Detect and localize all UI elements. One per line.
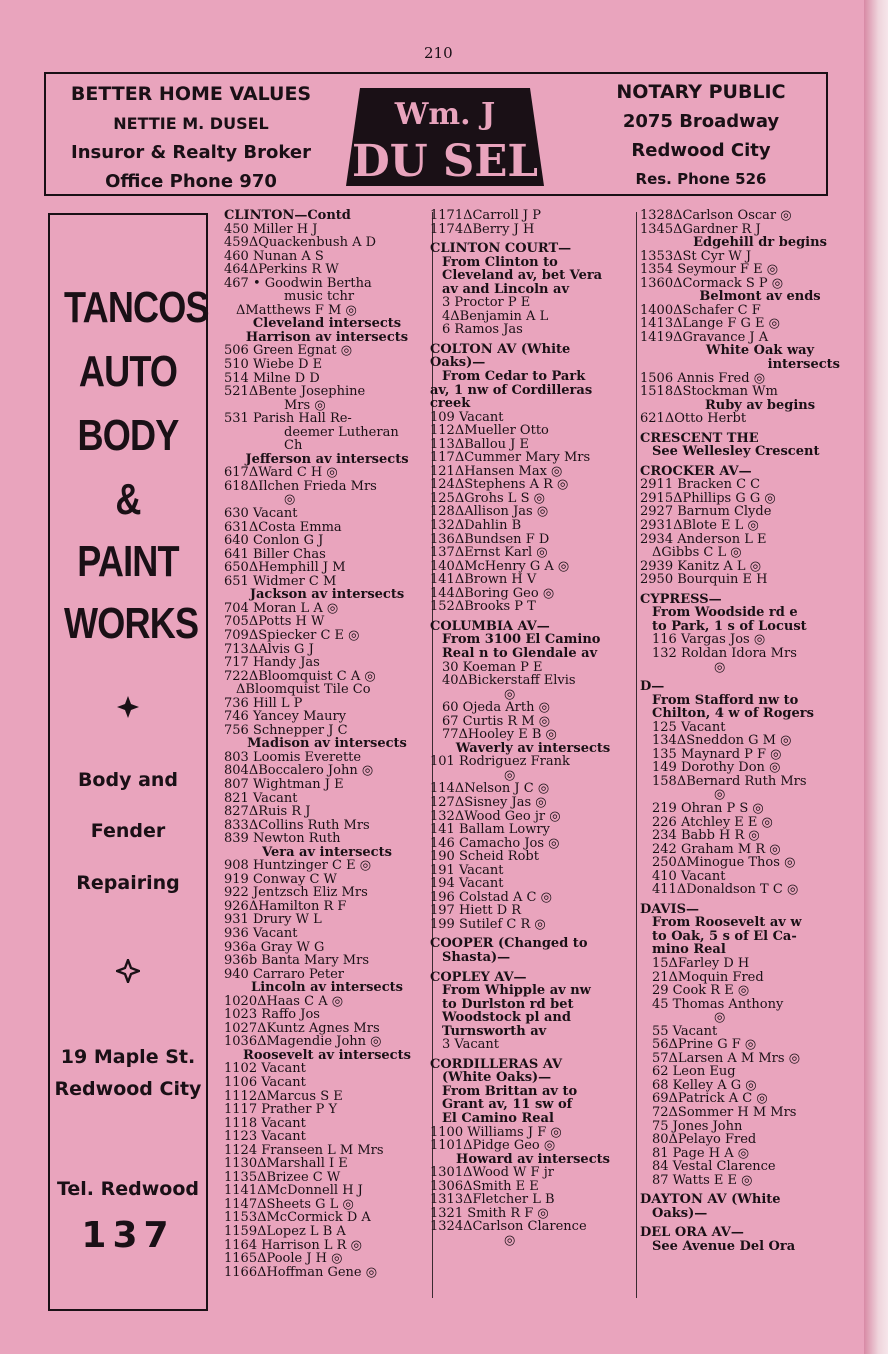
directory-entry: 134ΔSneddon G M ◎ xyxy=(652,733,792,749)
directory-column-2 xyxy=(430,209,636,1247)
street-description: From Clinton to xyxy=(442,254,558,270)
street-description: Grant av, 11 sw of xyxy=(442,1097,573,1113)
street-description: av and Lincoln av xyxy=(442,281,570,297)
intersection-note: Belmont av ends xyxy=(699,289,821,305)
side-service-line: Body and xyxy=(77,769,179,791)
directory-entry: 510 Wiebe D E xyxy=(224,357,323,373)
street-description: From Cedar to Park xyxy=(442,369,586,385)
street-description: From Whipple av nw xyxy=(442,983,591,999)
directory-entry: 1345ΔGardner R J xyxy=(640,221,761,237)
entry-continuation: ◎ xyxy=(504,686,516,702)
directory-entry: 617ΔWard C H ◎ xyxy=(224,465,338,481)
intersection-note: Jackson av intersects xyxy=(249,587,405,603)
directory-entry: 1100 Williams J F ◎ xyxy=(430,1124,562,1140)
directory-entry: 234 Babb H R ◎ xyxy=(652,828,760,844)
diamond-ornament-icon xyxy=(116,959,140,983)
street-description: From 3100 El Camino xyxy=(442,632,601,648)
directory-entry: 226 Atchley E E ◎ xyxy=(652,814,773,830)
ad-right-line: 2075 Broadway xyxy=(622,111,780,132)
directory-entry: 84 Vestal Clarence xyxy=(652,1159,776,1175)
directory-entry: 531 Parish Hall Re- xyxy=(224,411,352,427)
directory-entry: 15ΔFarley D H xyxy=(652,955,750,971)
directory-entry: 704 Moran L A ◎ xyxy=(224,600,339,616)
directory-entry: 922 Jentzsch Eliz Mrs xyxy=(224,885,368,901)
directory-entry: 1123 Vacant xyxy=(224,1129,306,1145)
directory-entry: 450 Miller H J xyxy=(224,221,318,237)
street-description: Chilton, 4 w of Rogers xyxy=(652,706,814,722)
directory-entry: 144ΔBoring Geo ◎ xyxy=(430,585,555,601)
street-heading: DAVIS— xyxy=(640,901,699,917)
directory-entry: 1360ΔCormack S P ◎ xyxy=(640,275,784,291)
street-heading: COOPER (Changed to xyxy=(430,936,588,952)
street-description: From Woodside rd e xyxy=(652,605,798,621)
page-number: 210 xyxy=(424,44,453,62)
directory-entry: 6 Ramos Jas xyxy=(442,322,523,338)
directory-entry: 410 Vacant xyxy=(652,868,726,884)
directory-entry: 1174ΔBerry J H xyxy=(430,221,535,237)
intersection-note: Vera av intersects xyxy=(262,844,392,860)
directory-entry: 4ΔBenjamin A L xyxy=(442,308,549,324)
directory-entry: 631ΔCosta Emma xyxy=(224,519,342,535)
ad-right-block xyxy=(576,78,826,194)
directory-entry: 709ΔSpiecker C E ◎ xyxy=(224,627,360,643)
directory-entry: 2911 Bracken C C xyxy=(640,477,761,493)
street-description: to Park, 1 s of Locust xyxy=(652,618,807,634)
directory-entry: 56ΔPrine G F ◎ xyxy=(652,1037,757,1053)
directory-entry: 109 Vacant xyxy=(430,409,504,425)
ad-left-line: Office Phone 970 xyxy=(105,171,277,192)
side-title-line: AUTO xyxy=(78,347,178,396)
directory-entry: 45 Thomas Anthony xyxy=(652,996,784,1012)
directory-entry: 81 Page H A ◎ xyxy=(652,1145,750,1161)
directory-entry: 705ΔPotts H W xyxy=(224,614,325,630)
directory-entry: 121ΔHansen Max ◎ xyxy=(430,463,563,479)
directory-entry: 112ΔMueller Otto xyxy=(430,423,549,439)
street-description: See Wellesley Crescent xyxy=(652,444,820,460)
street-description: Shasta)— xyxy=(442,949,511,965)
logo-line2: DU SEL xyxy=(352,136,538,187)
directory-entry: 651 Widmer C M xyxy=(224,573,337,589)
directory-entry: 926ΔHamilton R F xyxy=(224,898,347,914)
ad-right-line: Res. Phone 526 xyxy=(635,170,767,188)
directory-entry: 1159ΔLopez L B A xyxy=(224,1224,346,1240)
entry-continuation: ◎ xyxy=(284,492,296,508)
directory-entry: 194 Vacant xyxy=(430,876,504,892)
street-heading: CLINTON—Contd xyxy=(224,208,351,223)
directory-entry: 736 Hill L P xyxy=(224,695,303,711)
directory-entry: 630 Vacant xyxy=(224,506,298,522)
directory-entry: 80ΔPelayo Fred xyxy=(652,1132,757,1148)
directory-entry: 2950 Bourquin E H xyxy=(640,572,768,588)
side-service-line: Fender xyxy=(90,820,166,842)
directory-entry: 242 Graham M R ◎ xyxy=(652,841,781,857)
entry-continuation: ◎ xyxy=(714,659,726,675)
ad-left-line: NETTIE M. DUSEL xyxy=(113,114,269,133)
directory-entry: 132ΔWood Geo jr ◎ xyxy=(430,808,561,824)
directory-entry: 21ΔMoquin Fred xyxy=(652,969,764,985)
directory-entry: 1506 Annis Fred ◎ xyxy=(640,370,766,386)
street-heading: Oaks)— xyxy=(430,355,486,371)
directory-entry: 1306ΔSmith E E xyxy=(430,1178,539,1194)
directory-entry: 158ΔBernard Ruth Mrs xyxy=(652,773,807,789)
directory-entry: 127ΔSisney Jas ◎ xyxy=(430,794,547,810)
street-description: From Roosevelt av w xyxy=(652,915,802,931)
directory-entry: 2931ΔBlote E L ◎ xyxy=(640,518,759,534)
intersection-note: Howard av intersects xyxy=(456,1151,610,1167)
directory-entry: 1328ΔCarlson Oscar ◎ xyxy=(640,208,792,223)
directory-entry: 1130ΔMarshall I E xyxy=(224,1156,348,1172)
directory-entry: 640 Conlon G J xyxy=(224,533,324,549)
directory-entry: 135 Maynard P F ◎ xyxy=(652,746,782,762)
directory-entry: 1023 Raffo Jos xyxy=(224,1007,320,1023)
directory-entry: 827ΔRuis R J xyxy=(224,804,311,820)
directory-entry: 67 Curtis R M ◎ xyxy=(442,713,551,729)
directory-entry: 1321 Smith R F ◎ xyxy=(430,1205,549,1221)
directory-entry: ΔBloomquist Tile Co xyxy=(236,682,371,698)
intersection-note: Cleveland intersects xyxy=(252,316,402,332)
ad-left-block xyxy=(46,80,336,196)
directory-entry: 746 Yancey Maury xyxy=(224,709,347,725)
directory-entry: 87 Watts E E ◎ xyxy=(652,1172,753,1188)
directory-entry: 521ΔBente Josephine xyxy=(224,384,366,400)
entry-continuation: Mrs ◎ xyxy=(284,397,326,413)
ad-right-line: NOTARY PUBLIC xyxy=(616,81,786,103)
intersection-note: Jefferson av intersects xyxy=(245,451,409,467)
directory-entry: 69ΔPatrick A C ◎ xyxy=(652,1091,768,1107)
entry-continuation: ◎ xyxy=(714,1010,726,1026)
directory-entry: 140ΔMcHenry G A ◎ xyxy=(430,558,570,574)
directory-entry: 250ΔMinogue Thos ◎ xyxy=(652,855,796,871)
directory-entry: 125ΔGrohs L S ◎ xyxy=(430,490,545,506)
intersection-note: Ruby av begins xyxy=(704,397,816,413)
street-heading: CORDILLERAS AV xyxy=(430,1056,563,1072)
directory-entry: 621ΔOtto Herbt xyxy=(640,411,747,427)
entry-continuation: ◎ xyxy=(714,787,726,803)
side-title-line: BODY xyxy=(77,411,179,460)
ad-right-line: Redwood City xyxy=(631,140,771,161)
directory-entry: 839 Newton Ruth xyxy=(224,831,341,847)
directory-entry: 2927 Barnum Clyde xyxy=(640,504,772,520)
street-description: Real n to Glendale av xyxy=(442,645,598,661)
directory-entry: 55 Vacant xyxy=(652,1023,718,1039)
directory-entry: 1165ΔPoole J H ◎ xyxy=(224,1251,343,1267)
logo-line1: Wm. J xyxy=(394,97,496,132)
directory-entry: 114ΔNelson J C ◎ xyxy=(430,781,550,797)
entry-continuation: ◎ xyxy=(504,1232,516,1248)
street-description: (White Oaks)— xyxy=(442,1070,552,1086)
directory-entry: 1153ΔMcCormick D A xyxy=(224,1210,371,1226)
directory-entry: 137ΔErnst Karl ◎ xyxy=(430,545,548,561)
directory-entry: 29 Cook R E ◎ xyxy=(652,983,750,999)
directory-entry: 1166ΔHoffman Gene ◎ xyxy=(224,1264,378,1280)
directory-entry: 132ΔDahlin B xyxy=(430,518,522,534)
directory-entry: 650ΔHemphill J M xyxy=(224,560,346,576)
intersection-note: Edgehill dr begins xyxy=(693,235,827,251)
street-description: to Durlston rd bet xyxy=(442,996,574,1012)
directory-entry: 641 Biller Chas xyxy=(224,546,326,562)
directory-entry: 30 Koeman P E xyxy=(442,659,543,675)
directory-entry: 1147ΔSheets G L ◎ xyxy=(224,1196,354,1212)
directory-entry: 132 Roldan Idora Mrs xyxy=(652,645,797,661)
dusel-logo xyxy=(342,82,548,192)
entry-continuation: ◎ xyxy=(504,767,516,783)
page-edge xyxy=(864,0,888,1354)
directory-entry: 1400ΔSchafer C F xyxy=(640,302,761,318)
directory-entry: 2934 Anderson L E xyxy=(640,531,767,547)
directory-entry: 149 Dorothy Don ◎ xyxy=(652,760,781,776)
directory-entry: 459ΔQuackenbush A D xyxy=(224,235,377,251)
directory-entry: 1413ΔLange F G E ◎ xyxy=(640,316,781,332)
directory-column-1 xyxy=(224,209,430,1279)
directory-entry: 1135ΔBrizee C W xyxy=(224,1169,341,1185)
directory-entry: 75 Jones John xyxy=(652,1118,743,1134)
street-heading: CRESCENT THE xyxy=(640,430,759,446)
diamond-ornament-icon xyxy=(116,695,140,719)
street-description: From Brittan av to xyxy=(442,1083,578,1099)
street-description: Woodstock pl and xyxy=(442,1010,571,1026)
directory-entry: 1020ΔHaas C A ◎ xyxy=(224,993,344,1009)
street-heading: COLTON AV (White xyxy=(430,341,571,357)
directory-entry: 804ΔBoccalero John ◎ xyxy=(224,763,374,779)
directory-entry: 821 Vacant xyxy=(224,790,298,806)
directory-entry: 1124 Franseen L M Mrs xyxy=(224,1142,384,1158)
directory-entry: 141 Ballam Lowry xyxy=(430,822,550,838)
street-description: El Camino Real xyxy=(442,1111,554,1126)
intersection-note: Waverly av intersects xyxy=(455,740,611,756)
intersection-note: Roosevelt av intersects xyxy=(243,1047,411,1063)
directory-entry: 3 Vacant xyxy=(442,1037,499,1053)
directory-entry: 833ΔCollins Ruth Mrs xyxy=(224,817,370,833)
directory-entry: 1171ΔCarroll J P xyxy=(430,208,541,223)
street-description: Cleveland av, bet Vera xyxy=(442,268,603,284)
side-title-line: TANCOS xyxy=(64,283,209,332)
side-title-line: & xyxy=(115,475,141,524)
directory-entry: 618ΔIlchen Frieda Mrs xyxy=(224,478,377,494)
directory-entry: 128ΔAllison Jas ◎ xyxy=(430,504,549,520)
directory-entry: 113ΔBallou J E xyxy=(430,436,529,452)
directory-entry: 136ΔBundsen F D xyxy=(430,531,550,547)
column-divider xyxy=(636,212,637,1298)
side-advertisement xyxy=(48,213,208,1311)
street-heading: D— xyxy=(640,679,665,695)
directory-entry: 125 Vacant xyxy=(652,719,726,735)
street-description: to Oak, 5 s of El Ca- xyxy=(652,928,797,944)
entry-continuation: deemer Lutheran xyxy=(284,424,399,440)
directory-entry: 1036ΔMagendie John ◎ xyxy=(224,1034,382,1050)
directory-entry: 1117 Prather P Y xyxy=(224,1102,338,1118)
directory-entry: 1106 Vacant xyxy=(224,1075,306,1090)
directory-entry: 1518ΔStockman Wm xyxy=(640,384,778,400)
directory-entry: 1102 Vacant xyxy=(224,1061,306,1077)
directory-entry: 506 Green Egnat ◎ xyxy=(224,343,353,359)
directory-entry: 460 Nunan A S xyxy=(224,248,324,264)
directory-entry: 199 Sutilef C R ◎ xyxy=(430,916,546,932)
ad-left-line: Insuror & Realty Broker xyxy=(71,142,311,163)
street-heading: DEL ORA AV— xyxy=(640,1225,744,1241)
side-address-line: Redwood City xyxy=(54,1078,202,1100)
street-heading: DAYTON AV (White xyxy=(640,1192,781,1208)
side-title-line: PAINT xyxy=(77,537,179,586)
directory-entry: 1354 Seymour F E ◎ xyxy=(640,262,779,278)
directory-entry: 1419ΔGravance J A xyxy=(640,329,769,345)
directory-entry: 464ΔPerkins R W xyxy=(224,262,339,278)
directory-entry: 807 Wightman J E xyxy=(224,776,344,792)
directory-entry: 717 Handy Jas xyxy=(224,655,320,671)
intersection-note: Madison av intersects xyxy=(247,736,407,752)
directory-entry: 141ΔBrown H V xyxy=(430,572,537,588)
directory-entry: 68 Kelley A G ◎ xyxy=(652,1077,757,1093)
street-heading: CLINTON COURT— xyxy=(430,241,572,257)
directory-entry: 1141ΔMcDonnell H J xyxy=(224,1183,363,1199)
directory-entry: 936b Banta Mary Mrs xyxy=(224,953,369,969)
side-tel-label: Tel. Redwood xyxy=(56,1178,200,1200)
directory-entry: 57ΔLarsen A M Mrs ◎ xyxy=(652,1050,801,1066)
directory-entry: 1324ΔCarlson Clarence xyxy=(430,1219,587,1235)
directory-entry: 117ΔCummer Mary Mrs xyxy=(430,450,591,466)
directory-entry: 919 Conway C W xyxy=(224,871,337,887)
directory-entry: 1313ΔFletcher L B xyxy=(430,1192,555,1208)
directory-entry: 1118 Vacant xyxy=(224,1115,306,1131)
directory-entry: 2939 Kanitz A L ◎ xyxy=(640,558,762,574)
street-heading: CYPRESS— xyxy=(640,591,722,607)
directory-entry: 191 Vacant xyxy=(430,862,504,878)
side-service-line: Repairing xyxy=(76,872,180,894)
side-tel-number: 137 xyxy=(81,1215,175,1256)
intersection-note: intersects xyxy=(767,357,840,373)
directory-entry: 72ΔSommer H M Mrs xyxy=(652,1105,797,1120)
directory-entry: 190 Scheid Robt xyxy=(430,849,539,865)
directory-entry: 713ΔAlvis G J xyxy=(224,641,314,657)
directory-entry: 146 Camacho Jos ◎ xyxy=(430,835,560,851)
directory-entry: 101 Rodriguez Frank xyxy=(430,754,570,770)
directory-entry: 936a Gray W G xyxy=(224,939,325,955)
intersection-note: White Oak way xyxy=(705,343,815,359)
directory-entry: 1301ΔWood W F jr xyxy=(430,1165,554,1181)
intersection-note: Harrison av intersects xyxy=(245,329,409,345)
directory-entry: 1112ΔMarcus S E xyxy=(224,1088,343,1104)
street-heading: CROCKER AV— xyxy=(640,463,752,479)
directory-entry: 116 Vargas Jos ◎ xyxy=(652,632,766,648)
directory-entry: 124ΔStephens A R ◎ xyxy=(430,477,569,493)
street-description: Oaks)— xyxy=(652,1205,708,1221)
directory-entry: 2915ΔPhillips G G ◎ xyxy=(640,490,776,506)
directory-entry: ΔGibbs C L ◎ xyxy=(652,545,742,561)
entry-continuation: Ch xyxy=(284,438,303,454)
directory-entry: 152ΔBrooks P T xyxy=(430,599,536,615)
entry-continuation: music tchr xyxy=(284,289,355,305)
street-description: Turnsworth av xyxy=(442,1023,547,1039)
directory-entry: 908 Huntzinger C E ◎ xyxy=(224,858,372,874)
street-description: From Stafford nw to xyxy=(652,692,799,708)
directory-entry: 1027ΔKuntz Agnes Mrs xyxy=(224,1020,380,1036)
street-heading: COLUMBIA AV— xyxy=(430,618,550,634)
side-title-line: WORKS xyxy=(64,599,199,648)
directory-entry: 77ΔHooley E B ◎ xyxy=(442,727,557,743)
directory-entry: 40ΔBickerstaff Elvis xyxy=(442,673,576,689)
street-heading: creek xyxy=(430,396,471,412)
street-heading: av, 1 nw of Cordilleras xyxy=(430,382,593,398)
directory-entry: 931 Drury W L xyxy=(224,912,322,928)
directory-entry: 3 Proctor P E xyxy=(442,295,531,311)
directory-entry: 219 Ohran P S ◎ xyxy=(652,800,764,816)
ad-left-line: BETTER HOME VALUES xyxy=(70,83,312,105)
directory-entry: 936 Vacant xyxy=(224,925,298,941)
directory-entry: 722ΔBloomquist C A ◎ xyxy=(224,668,376,684)
directory-entry: 197 Hiett D R xyxy=(430,903,522,919)
intersection-note: Lincoln av intersects xyxy=(251,980,403,996)
directory-entry: 1353ΔSt Cyr W J xyxy=(640,248,752,264)
directory-entry: 467 • Goodwin Bertha xyxy=(224,275,372,291)
directory-entry: 514 Milne D D xyxy=(224,370,320,386)
street-heading: COPLEY AV— xyxy=(430,969,527,985)
directory-entry: 1101ΔPidge Geo ◎ xyxy=(430,1138,556,1154)
street-description: See Avenue Del Ora xyxy=(652,1238,796,1254)
directory-entry: 940 Carraro Peter xyxy=(224,966,344,982)
directory-entry: 62 Leon Eug xyxy=(652,1064,736,1080)
directory-entry: 1164 Harrison L R ◎ xyxy=(224,1237,362,1253)
directory-entry: 60 Ojeda Arth ◎ xyxy=(442,700,550,716)
directory-entry: 411ΔDonaldson T C ◎ xyxy=(652,882,799,898)
directory-entry: ΔMatthews F M ◎ xyxy=(236,302,357,318)
street-description: mino Real xyxy=(652,942,726,958)
side-address-line: 19 Maple St. xyxy=(60,1046,196,1068)
directory-entry: 196 Colstad A C ◎ xyxy=(430,889,552,905)
directory-entry: 756 Schnepper J C xyxy=(224,722,348,738)
top-advertisement xyxy=(44,72,828,196)
directory-column-3 xyxy=(640,209,840,1253)
directory-entry: 803 Loomis Everette xyxy=(224,749,362,765)
